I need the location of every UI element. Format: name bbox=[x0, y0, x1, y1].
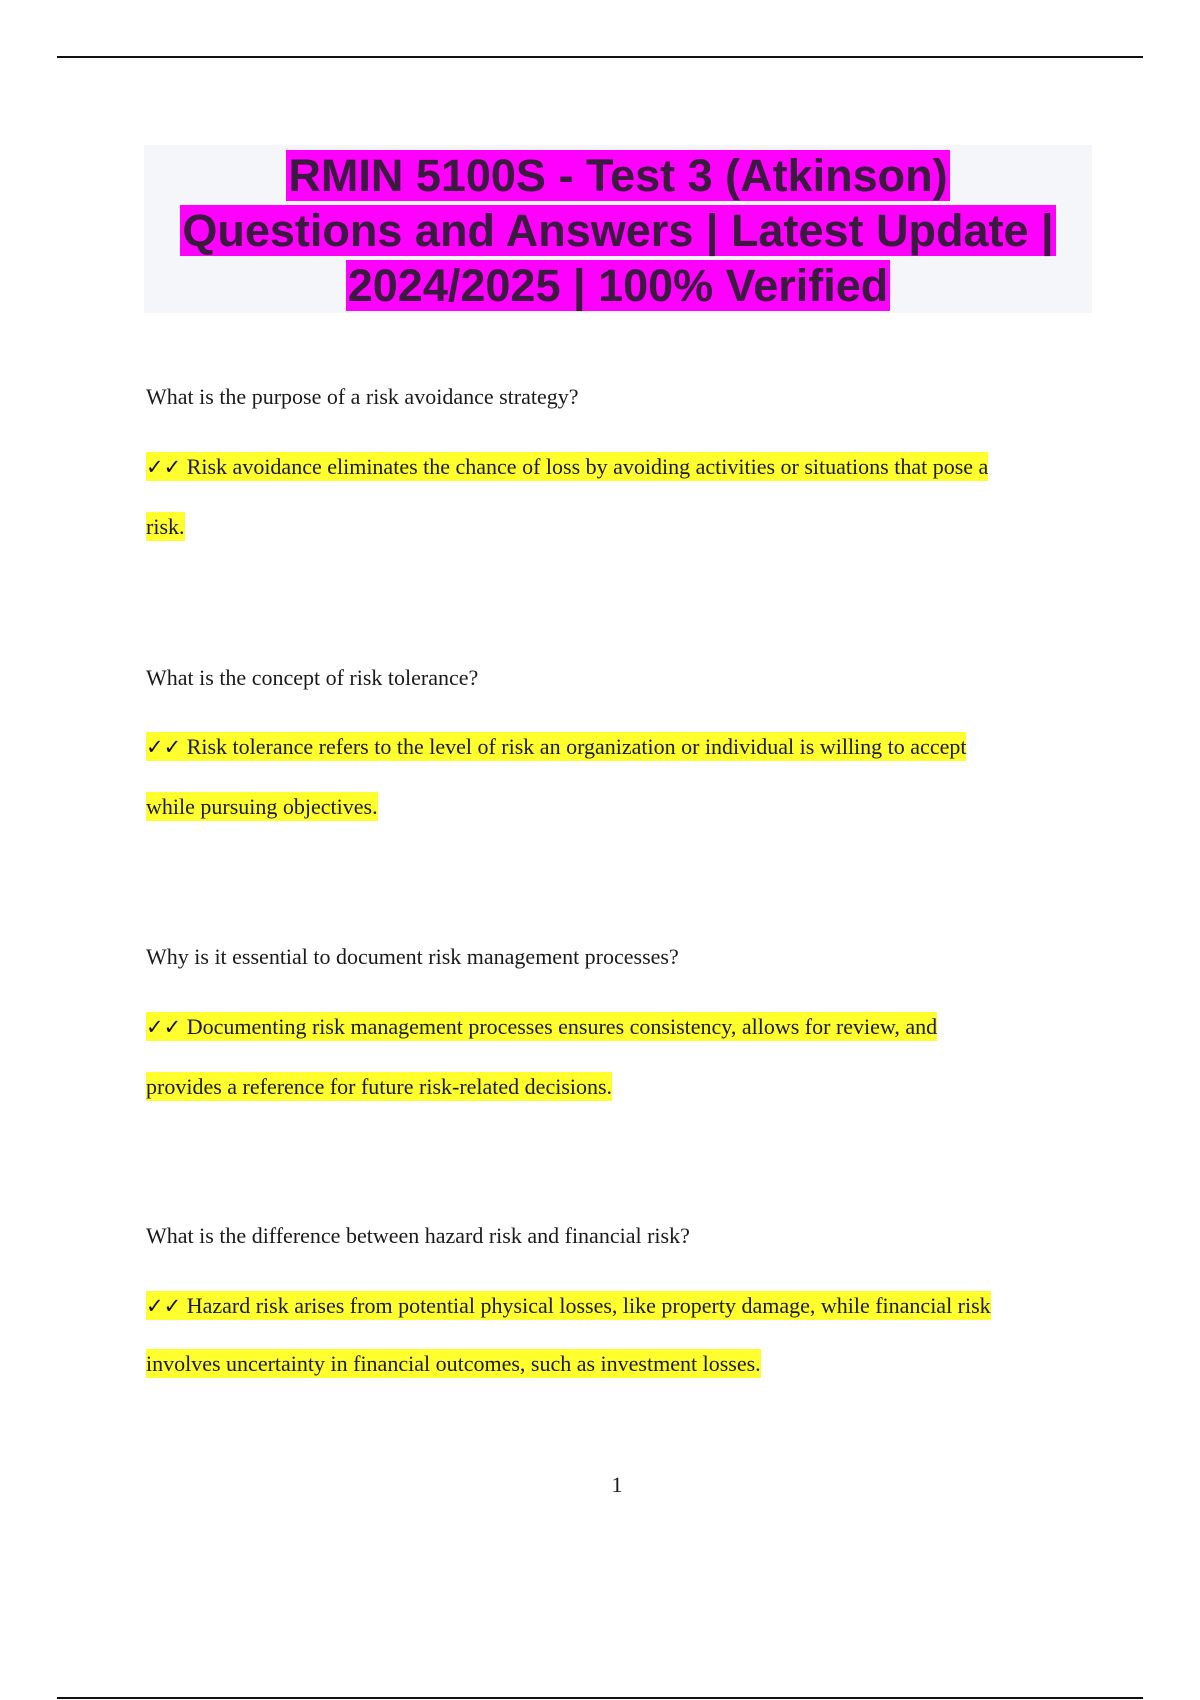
title-line: 2024/2025 | 100% Verified bbox=[347, 260, 889, 311]
answer-text: Documenting risk management processes ensures consistency, allows for review, and bbox=[186, 1014, 938, 1039]
answer-line bbox=[146, 510, 185, 544]
answer-line bbox=[146, 1010, 937, 1044]
answer-text: involves uncertainty in financial outcomes, such as investment losses. bbox=[146, 1351, 761, 1376]
question-text: What is the purpose of a risk avoidance strategy? bbox=[146, 384, 579, 409]
question-text: What is the concept of risk tolerance? bbox=[146, 665, 479, 690]
answer-line bbox=[146, 1289, 991, 1323]
answer-line bbox=[146, 1070, 612, 1104]
double-check-icon: ✓✓ bbox=[146, 455, 182, 479]
double-check-icon: ✓✓ bbox=[146, 1015, 182, 1039]
answer-line bbox=[146, 790, 378, 824]
page-number: 1 bbox=[611, 1472, 623, 1497]
answer-text: while pursuing objectives. bbox=[146, 794, 378, 819]
bottom-rule bbox=[57, 1697, 1143, 1699]
answer-text: Risk avoidance eliminates the chance of loss by avoiding activities or situations that pose a bbox=[186, 454, 989, 479]
double-check-icon: ✓✓ bbox=[146, 1294, 182, 1318]
answer-line bbox=[146, 730, 966, 764]
answer-text: Risk tolerance refers to the level of risk an organization or individual is willing to accept bbox=[186, 734, 967, 759]
title-line: Questions and Answers | Latest Update | bbox=[182, 205, 1054, 256]
answer-line bbox=[146, 1347, 761, 1381]
answer-text: risk. bbox=[146, 514, 185, 539]
question-text: What is the difference between hazard risk and financial risk? bbox=[146, 1223, 690, 1248]
top-rule bbox=[57, 56, 1143, 58]
double-check-icon: ✓✓ bbox=[146, 735, 182, 759]
question-text: Why is it essential to document risk management processes? bbox=[146, 944, 679, 969]
answer-text: Hazard risk arises from potential physical losses, like property damage, while financial risk bbox=[186, 1293, 991, 1318]
title-line: RMIN 5100S - Test 3 (Atkinson) bbox=[288, 150, 948, 201]
answer-text: provides a reference for future risk-related decisions. bbox=[146, 1074, 613, 1099]
document-title bbox=[144, 145, 1092, 313]
answer-line bbox=[146, 450, 988, 484]
